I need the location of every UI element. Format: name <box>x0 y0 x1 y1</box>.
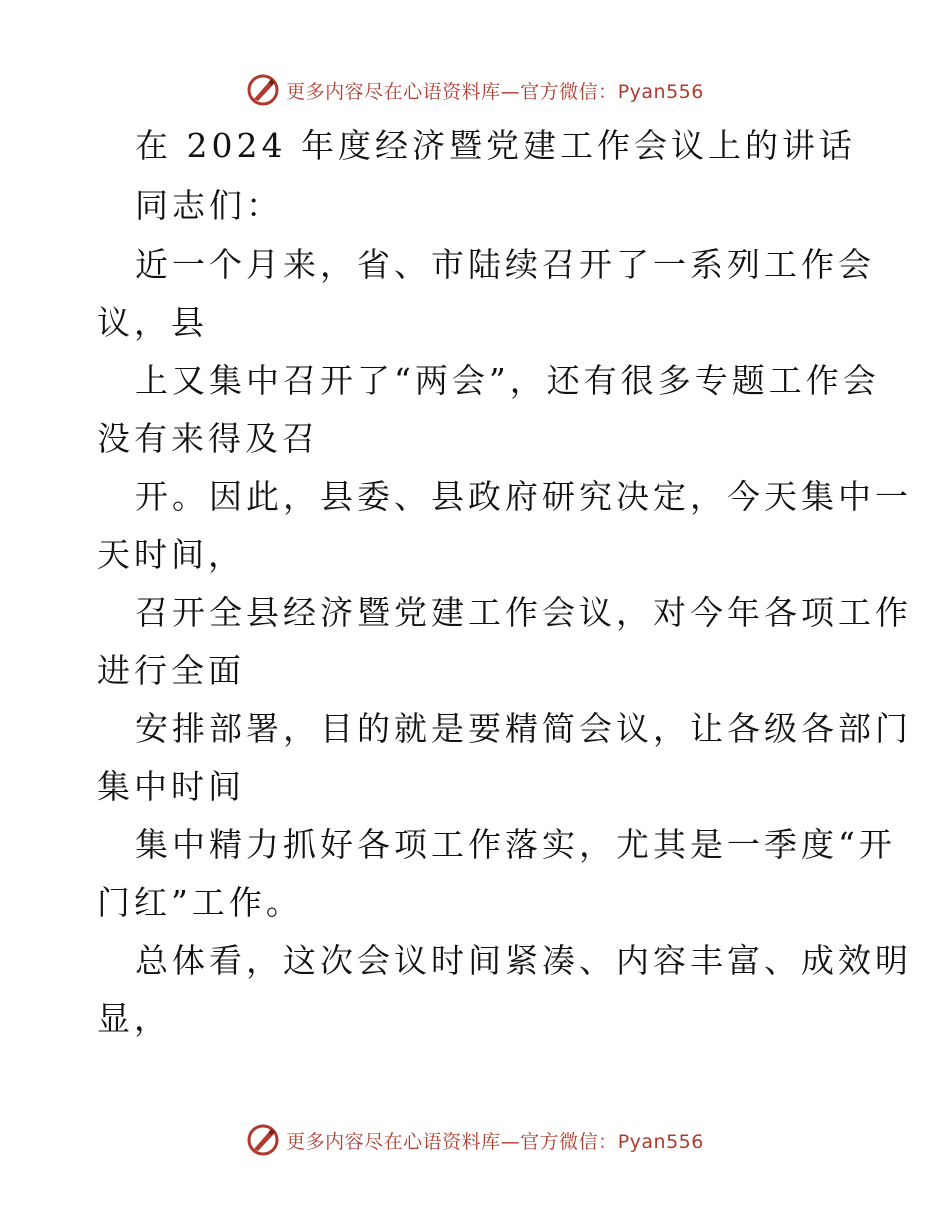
paragraph-line: 进行全面 <box>97 651 245 690</box>
footer-watermark <box>0 1120 950 1160</box>
paragraph-line: 总体看，这次会议时间紧凑、内容丰富、成效明 <box>135 941 912 980</box>
pen-logo-icon <box>246 1123 280 1157</box>
watermark-separator: — <box>500 80 521 103</box>
salutation: 同志们： <box>135 186 283 225</box>
paragraph-line: 集中精力抓好各项工作落实，尤其是一季度“开 <box>135 825 896 864</box>
pen-logo-icon <box>246 73 280 107</box>
paragraph-line: 议，县 <box>97 303 208 342</box>
paragraph-line: 近一个月来，省、市陆续召开了一系列工作会 <box>135 245 875 284</box>
watermark-text <box>286 1127 704 1154</box>
watermark-site-text: 更多内容尽在心语资料库 <box>286 80 501 103</box>
paragraph-line: 开。因此，县委、县政府研究决定，今天集中一 <box>135 477 912 516</box>
watermark-wechat-label: 官方微信： <box>520 1130 618 1153</box>
paragraph-line: 门红”工作。 <box>97 883 303 922</box>
document-title: 在 2024 年度经济暨党建工作会议上的讲话 <box>135 126 856 165</box>
watermark-separator: — <box>500 1130 521 1153</box>
paragraph-line: 没有来得及召 <box>97 419 319 458</box>
watermark-text <box>286 77 704 104</box>
paragraph-line: 集中时间 <box>97 767 245 806</box>
paragraph-line: 召开全县经济暨党建工作会议，对今年各项工作 <box>135 593 912 632</box>
watermark-wechat-label: 官方微信： <box>520 80 618 103</box>
watermark-wechat-id: Pyan556 <box>617 80 704 103</box>
watermark-site-text: 更多内容尽在心语资料库 <box>286 1130 501 1153</box>
paragraph-line: 安排部署，目的就是要精简会议，让各级各部门 <box>135 709 912 748</box>
paragraph-line: 上又集中召开了“两会”，还有很多专题工作会 <box>135 361 880 400</box>
header-watermark <box>0 70 950 110</box>
paragraph-line: 天时间， <box>97 535 245 574</box>
paragraph-line: 显， <box>97 999 171 1038</box>
watermark-wechat-id: Pyan556 <box>617 1130 704 1153</box>
